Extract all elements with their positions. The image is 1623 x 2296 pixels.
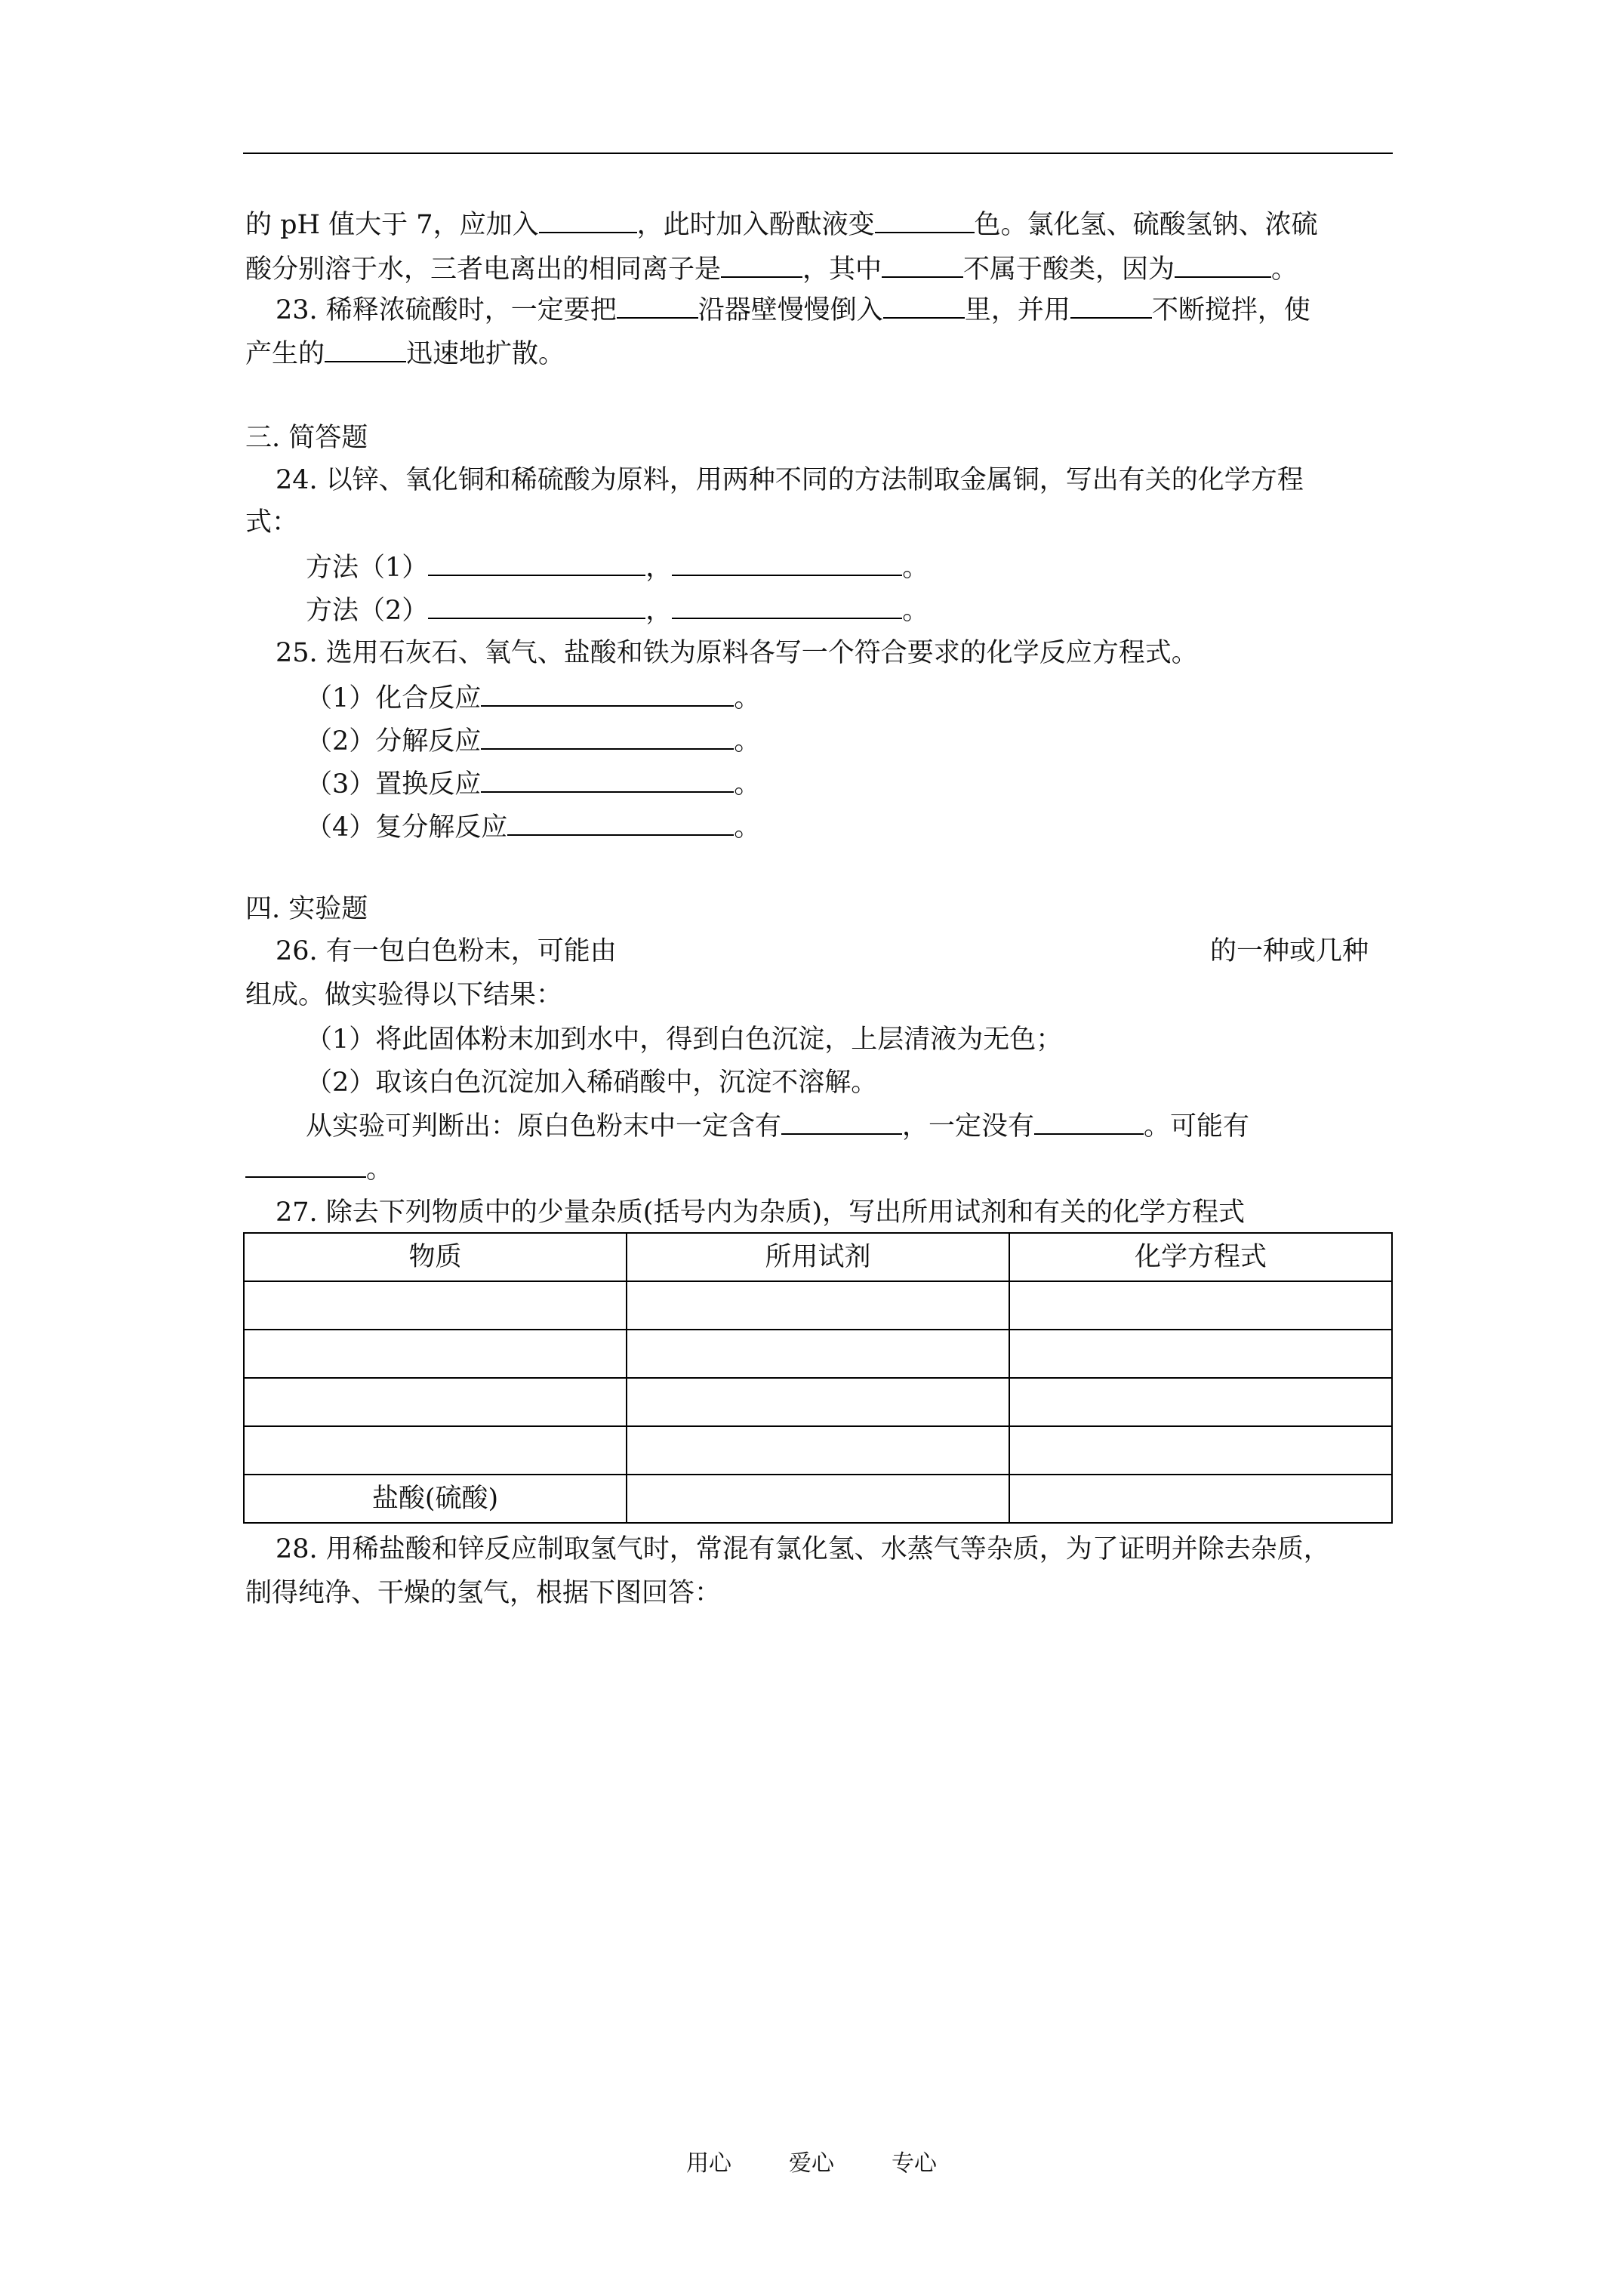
table-cell[interactable]	[627, 1426, 1009, 1475]
text: 从实验可判断出：原白色粉末中一定含有	[306, 1111, 782, 1142]
page-footer	[0, 2144, 1623, 2177]
text: （2）分解反应	[306, 726, 482, 757]
q26-step2: （2）取该白色沉淀加入稀硝酸中，沉淀不溶解。	[306, 1068, 878, 1098]
text: ，此时加入酚酞液变	[636, 210, 875, 240]
text: 。	[734, 769, 761, 800]
text: 里，并用	[964, 295, 1070, 325]
column-header: 所用试剂	[627, 1233, 1009, 1281]
answer-blank[interactable]	[507, 809, 734, 836]
column-header: 化学方程式	[1009, 1233, 1392, 1281]
q26-line1a: 26. 有一包白色粉末，可能由	[276, 936, 617, 966]
text: （4）复分解反应	[306, 812, 508, 843]
table-cell[interactable]	[627, 1281, 1009, 1330]
text: 。	[1271, 254, 1298, 285]
table-row	[244, 1378, 1392, 1426]
answer-blank[interactable]	[428, 549, 645, 576]
q23-line2	[245, 335, 565, 372]
answer-blank[interactable]	[672, 549, 902, 576]
q26-conclusion	[306, 1108, 1249, 1145]
q25-line1: 25. 选用石灰石、氧气、盐酸和铁为原料各写一个符合要求的化学反应方程式。	[276, 638, 1198, 668]
answer-blank[interactable]	[245, 1151, 366, 1178]
section-title: 四. 实验题	[245, 894, 368, 924]
answer-blank[interactable]	[428, 592, 645, 619]
q24-line1: 24. 以锌、氧化铜和稀硫酸为原料，用两种不同的方法制取金属铜，写出有关的化学方程	[276, 465, 1304, 495]
table-cell[interactable]	[1009, 1426, 1392, 1475]
footer-text: 用心	[686, 2150, 731, 2177]
q26-step1: （1）将此固体粉末加到水中，得到白色沉淀，上层清液为无色；	[306, 1025, 1063, 1055]
answer-blank[interactable]	[481, 723, 734, 750]
text: 方法（2）	[306, 596, 429, 626]
answer-blank[interactable]	[1070, 291, 1152, 319]
table-cell[interactable]	[1009, 1330, 1392, 1378]
footer-text: 爱心	[789, 2150, 834, 2177]
q24-line2: 式：	[245, 507, 299, 538]
table-cell[interactable]	[244, 1378, 627, 1426]
text: 沿器壁慢慢倒入	[698, 295, 883, 325]
q25-item	[306, 809, 760, 846]
q27-intro: 27. 除去下列物质中的少量杂质(括号内为杂质)，写出所用试剂和有关的化学方程式	[276, 1197, 1246, 1228]
answer-blank[interactable]	[481, 766, 734, 793]
text: 方法（1）	[306, 553, 429, 583]
text: 色。氯化氢、硫酸氢钠、浓硫	[974, 210, 1318, 240]
answer-blank[interactable]	[1034, 1108, 1144, 1135]
header-rule	[243, 153, 1393, 154]
text: 。	[734, 726, 761, 757]
answer-blank[interactable]	[617, 291, 698, 319]
column-header: 物质	[244, 1233, 627, 1281]
answer-blank[interactable]	[721, 251, 802, 278]
q22-line2	[245, 251, 1298, 288]
text: ，	[645, 553, 673, 583]
impurity-table	[243, 1232, 1393, 1524]
text: 不属于酸类，因为	[963, 254, 1175, 285]
table-cell: 盐酸(硫酸)	[244, 1475, 627, 1523]
text: （3）置换反应	[306, 769, 482, 800]
answer-blank[interactable]	[875, 206, 975, 233]
table-header-row	[244, 1233, 1392, 1281]
answer-blank[interactable]	[1175, 251, 1271, 278]
q28-line2: 制得纯净、干燥的氢气，根据下图回答：	[245, 1578, 722, 1608]
q25-item	[306, 723, 760, 760]
text: 。可能有	[1144, 1111, 1250, 1142]
text: 。	[366, 1154, 393, 1185]
text: ，其中	[802, 254, 882, 285]
table-cell[interactable]	[244, 1330, 627, 1378]
table-cell[interactable]	[1009, 1378, 1392, 1426]
text: 。	[902, 553, 929, 583]
text: （1）化合反应	[306, 683, 482, 713]
text: 迅速地扩散。	[406, 339, 565, 369]
text: 的 pH 值大于 7，应加入	[245, 210, 539, 240]
table-row	[244, 1426, 1392, 1475]
q23-line1	[276, 291, 1310, 328]
table-row	[244, 1330, 1392, 1378]
section-title: 三. 简答题	[245, 423, 368, 453]
table-cell[interactable]	[627, 1475, 1009, 1523]
table-cell[interactable]	[244, 1281, 627, 1330]
text: ，	[645, 596, 673, 626]
text: 酸分别溶于水，三者电离出的相同离子是	[245, 254, 722, 285]
q26-line2: 组成。做实验得以下结果：	[245, 980, 563, 1010]
answer-blank[interactable]	[325, 335, 406, 362]
q26-line1b: 的一种或几种	[1210, 936, 1369, 966]
q24-method1	[306, 549, 929, 586]
q28-line1: 28. 用稀盐酸和锌反应制取氢气时，常混有氯化氢、水蒸气等杂质，为了证明并除去杂质，	[276, 1534, 1330, 1564]
table-cell[interactable]	[627, 1330, 1009, 1378]
text: 。	[734, 683, 761, 713]
text: ，一定没有	[902, 1111, 1035, 1142]
answer-blank[interactable]	[672, 592, 902, 619]
answer-blank[interactable]	[539, 206, 637, 233]
q25-item	[306, 680, 760, 717]
table-cell[interactable]	[1009, 1281, 1392, 1330]
q24-method2	[306, 592, 929, 629]
table-cell[interactable]	[627, 1378, 1009, 1426]
q22-line1	[245, 206, 1318, 243]
text: 。	[734, 812, 761, 843]
q26-conclusion-end	[245, 1151, 393, 1188]
text: 产生的	[245, 339, 325, 369]
table-cell[interactable]	[1009, 1475, 1392, 1523]
answer-blank[interactable]	[883, 291, 965, 319]
table-row	[244, 1475, 1392, 1523]
table-cell[interactable]	[244, 1426, 627, 1475]
answer-blank[interactable]	[481, 680, 734, 707]
table-row	[244, 1281, 1392, 1330]
text: 23. 稀释浓硫酸时，一定要把	[276, 295, 617, 325]
q25-item	[306, 766, 760, 803]
text: 不断搅拌，使	[1151, 295, 1310, 325]
answer-blank[interactable]	[882, 251, 963, 278]
footer-text: 专心	[892, 2150, 937, 2177]
answer-blank[interactable]	[781, 1108, 902, 1135]
text: 。	[902, 596, 929, 626]
